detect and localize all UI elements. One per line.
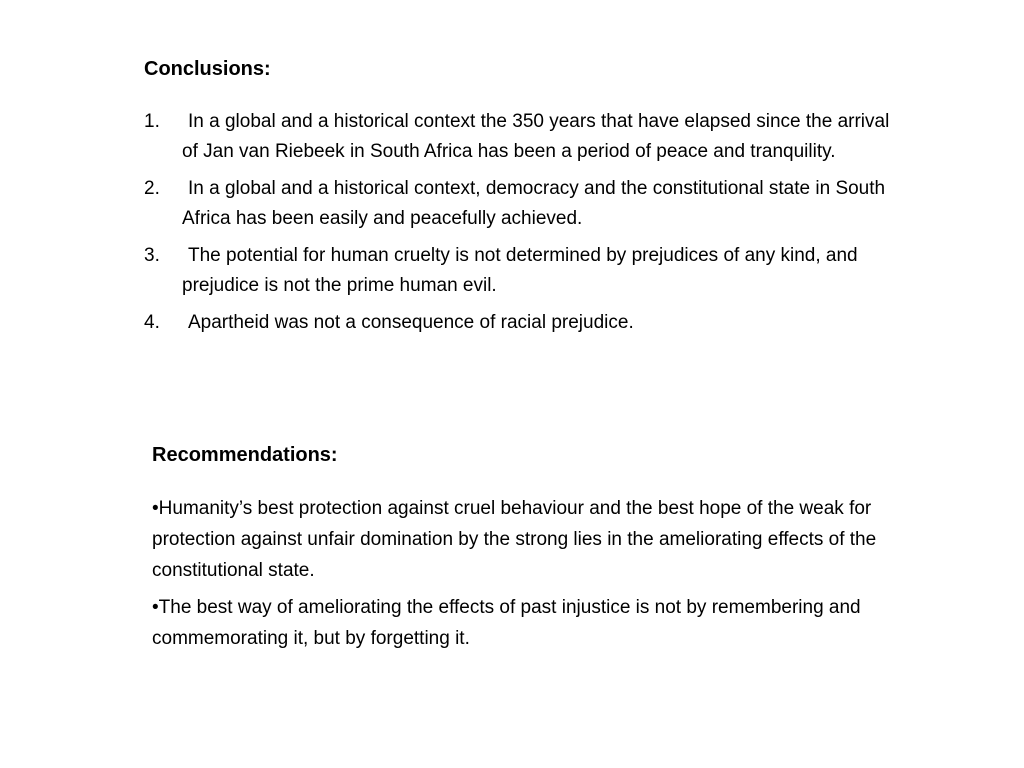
conclusion-number: 2.	[144, 178, 160, 199]
conclusion-text: In a global and a historical context, democracy and the constitutional state in South Africa has been easily and peacefully achieved.	[182, 178, 886, 229]
conclusion-text: The potential for human cruelty is not determined by prejudices of any kind, and prejudice is not the prime human evil.	[182, 245, 858, 296]
conclusions-list	[144, 107, 904, 345]
conclusion-number: 3.	[144, 245, 160, 266]
conclusion-item-3	[144, 241, 904, 301]
recommendations-heading: Recommendations:	[152, 444, 338, 466]
conclusion-text: In a global and a historical context the 350 years that have elapsed since the arrival of Jan van Riebeek in South Africa has been a period of peace and tranquility.	[182, 111, 890, 162]
conclusion-number: 4.	[144, 312, 160, 333]
conclusion-item-4	[144, 308, 904, 338]
conclusions-heading: Conclusions:	[144, 58, 271, 80]
conclusion-item-2	[144, 174, 904, 234]
conclusion-item-1	[144, 107, 904, 167]
recommendation-item-2: •The best way of ameliorating the effects of past injustice is not by remembering and commemorating it, but by forgetting it.	[152, 597, 861, 649]
conclusion-number: 1.	[144, 111, 160, 132]
recommendations-list	[152, 493, 922, 660]
conclusion-text: Apartheid was not a consequence of racial prejudice.	[188, 312, 634, 333]
recommendation-item-1: •Humanity’s best protection against cruel behaviour and the best hope of the weak for protection against unfair domination by the strong lies in the ameliorating effects of the constitutional state.	[152, 498, 877, 581]
